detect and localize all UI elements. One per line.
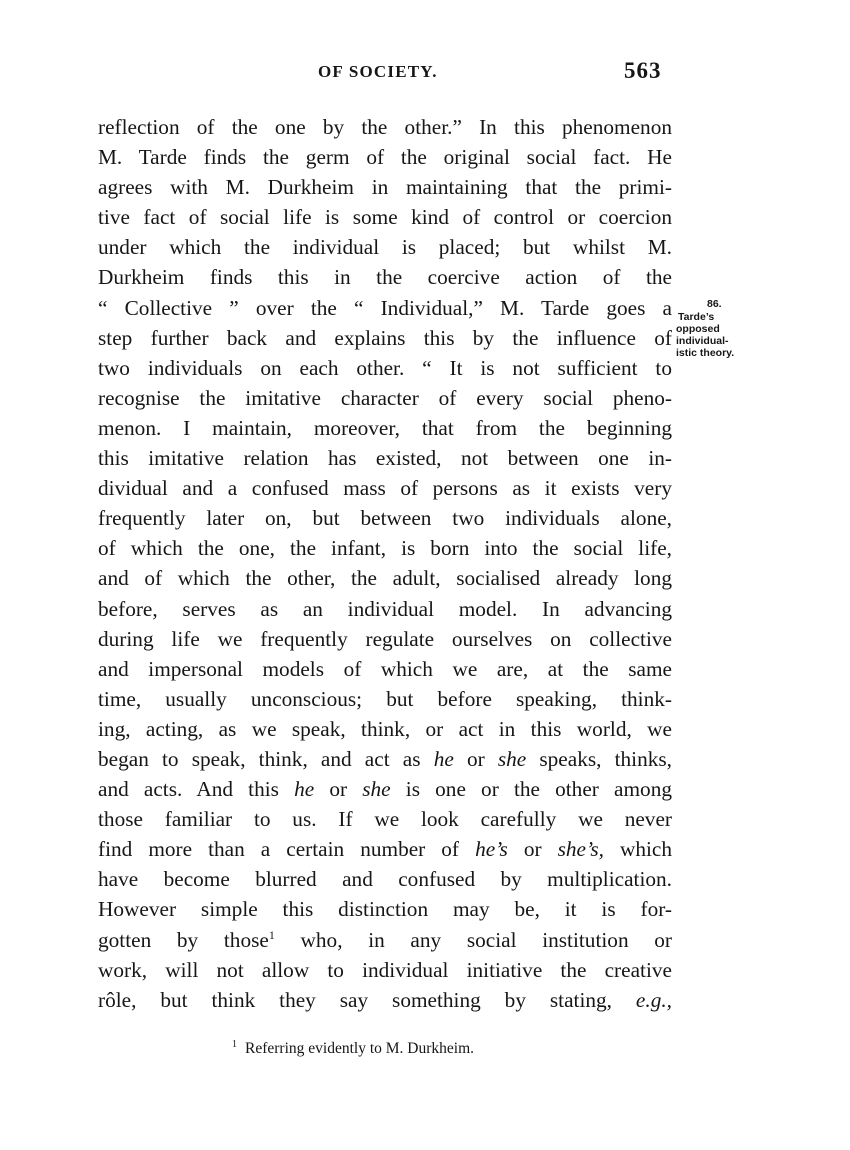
text-line: under which the individual is placed; but whilst M. [98,235,672,260]
italic-word: e.g., [635,987,672,1012]
text-line: work, will not allow to individual initiative the creative [98,957,672,982]
text-line [98,744,672,774]
text-line: ing, acting, as we speak, think, or act in this world, we [98,716,672,741]
text-segment: or [453,746,498,771]
text-line: and impersonal models of which we are, at the same [98,656,672,681]
text-segment: began to speak, think, and act as [98,746,421,771]
text-line: of which the one, the infant, is born into the social life, [98,536,672,561]
text-line: frequently later on, but between two individuals alone, [98,506,672,531]
text-line: M. Tarde finds the germ of the original social fact. He [98,145,672,170]
text-segment: speaks, thinks, [526,746,673,771]
text-line: agrees with M. Durkheim in maintaining that the primi- [98,175,672,200]
running-head: OF SOCIETY. [318,62,438,81]
footnote-reference: 1 [268,927,275,942]
italic-word: she [362,777,391,802]
text-line: “ Collective ” over the “ Individual,” M. Tarde goes a [98,295,672,320]
margin-note-line: Tarde’s [678,311,715,323]
body-text [98,112,672,1015]
text-segment: or [314,777,363,802]
text-segment: is one or the other among [390,777,672,802]
text-segment: and acts. And this [98,777,279,802]
text-line: menon. I maintain, moreover, that from the beginning [98,415,672,440]
italic-word: she [497,746,527,771]
text-line: dividual and a confused mass of persons as it exists very [98,476,672,501]
text-segment: gotten by those [98,927,269,952]
margin-note-number: 86. [707,298,722,310]
footnote [232,1040,474,1058]
text-line: recognise the imitative character of every social pheno- [98,385,672,410]
text-line: step further back and explains this by the influence of [98,325,672,350]
text-line: have become blurred and confused by multiplication. [98,867,672,892]
text-segment: who, in any social institution or [274,927,673,952]
text-segment: rôle, but think they say something by stating, [98,987,612,1012]
text-line [98,925,672,955]
text-segment: find more than a certain number of [98,837,460,862]
margin-note-line: individual- [676,335,729,347]
italic-word: she’s, [557,837,604,862]
text-line: reflection of the one by the other.” In this phenomenon [98,115,672,139]
page-number: 563 [624,58,662,83]
text-line: time, usually unconscious; but before speaking, think- [98,686,672,711]
text-line: this imitative relation has existed, not between one in- [98,446,672,471]
text-line: and of which the other, the adult, socialised already long [98,566,672,591]
text-line: two individuals on each other. “ It is not sufficient to [98,355,672,380]
margin-note [676,298,768,359]
text-line: those familiar to us. If we look carefully we never [98,807,672,832]
text-line: before, serves as an individual model. In advancing [98,596,672,621]
margin-note-line: opposed [676,323,720,335]
italic-word: he [294,777,315,802]
text-segment: which [603,837,673,862]
footnote-text: Referring evidently to M. Durkheim. [245,1040,475,1057]
text-line [98,834,672,864]
footnote-mark: 1 [232,1038,237,1050]
text-line: Durkheim finds this in the coercive action of the [98,265,672,290]
italic-word: he’s [475,837,508,862]
text-line: tive fact of social life is some kind of control or coercion [98,205,672,230]
italic-word: he [433,746,454,771]
text-line [98,774,672,804]
margin-note-line: istic theory. [676,347,735,359]
text-line [98,985,672,1015]
text-line: However simple this distinction may be, it is for- [98,897,672,922]
text-segment: or [507,837,558,862]
text-line: during life we frequently regulate ourselves on collective [98,626,672,651]
